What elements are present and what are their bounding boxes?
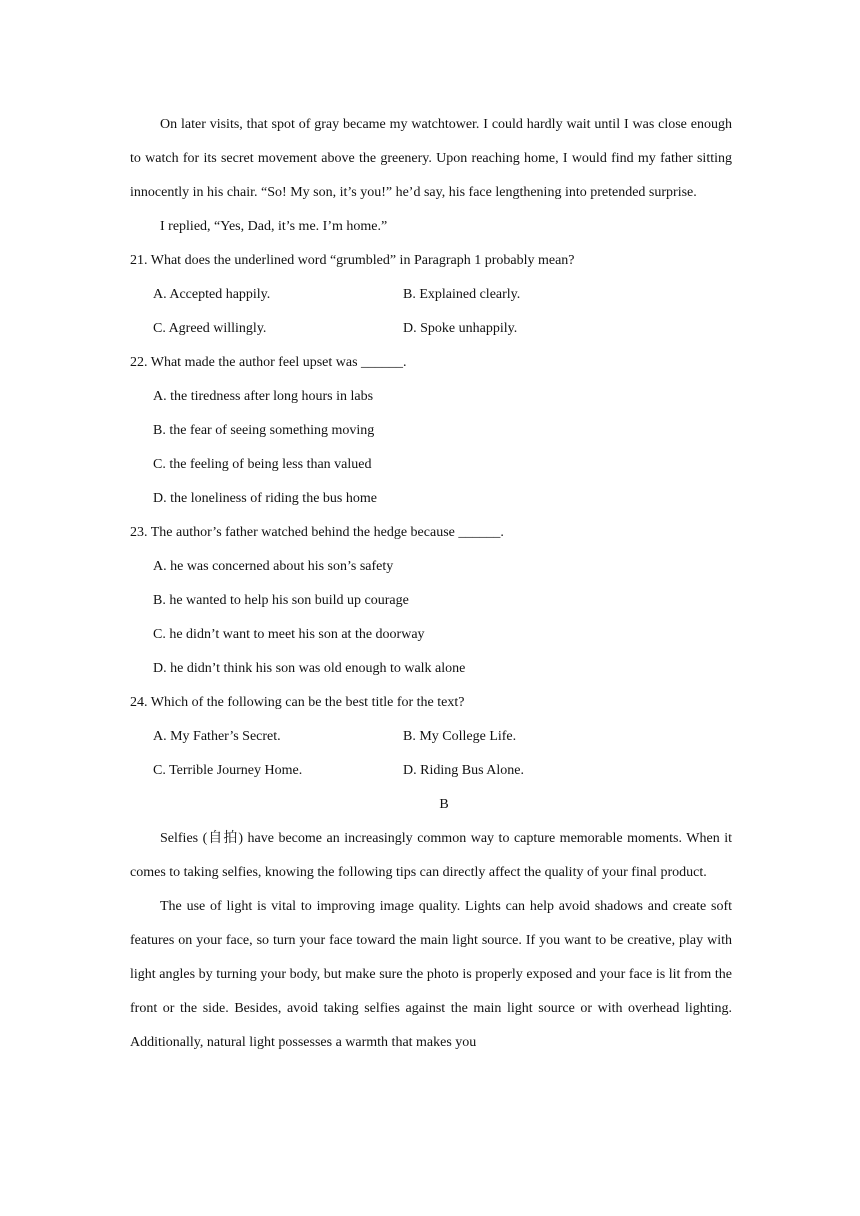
option: D. he didn’t think his son was old enough to walk alone [153,661,466,676]
option: B. the fear of seeing something moving [153,423,375,438]
question-stem: 21. What does the underlined word “grumbled” in Paragraph 1 probably mean? [130,253,575,268]
option: C. Agreed willingly. [153,321,267,336]
option: C. he didn’t want to meet his son at the doorway [153,627,425,642]
passage-paragraph: I replied, “Yes, Dad, it’s me. I’m home.” [160,219,388,234]
question-stem: 23. The author’s father watched behind the hedge because ______. [130,525,504,540]
passage-paragraph: On later visits, that spot of gray became my watchtower. I could hardly wait until I was close enough to watch for its secret movement above the greenery. Upon reaching home, I would find my father sitting innocently in his chair. “So! My son, it’s you!” he’d say, his face lengthening into pretended surprise. [130,117,732,200]
question-stem: 22. What made the author feel upset was ______. [130,355,407,370]
passage-paragraph: The use of light is vital to improving image quality. Lights can help avoid shadows and create soft features on your face, so turn your face toward the main light source. If you want to be creative, play with light angles by turning your body, but make sure the photo is properly exposed and your face is lit from the front or the side. Besides, avoid taking selfies against the main light source or with overhead lighting. Additionally, natural light possesses a warmth that makes you [130,899,732,1050]
option-row [130,720,732,754]
option-row [130,754,732,788]
option: B. My College Life. [403,729,517,744]
section-heading: B [439,797,449,812]
passage-paragraph: Selfies (自拍) have become an increasingly common way to capture memorable moments. When it comes to taking selfies, knowing the following tips can directly affect the quality of your final product. [130,831,732,880]
option: D. the loneliness of riding the bus home [153,491,377,506]
option-row [130,278,732,312]
option-row [130,312,732,346]
option: A. the tiredness after long hours in labs [153,389,374,404]
option: B. he wanted to help his son build up courage [153,593,409,608]
option: B. Explained clearly. [403,287,521,302]
option: A. he was concerned about his son’s safety [153,559,394,574]
option: D. Spoke unhappily. [403,321,518,336]
option: D. Riding Bus Alone. [403,763,524,778]
option: C. Terrible Journey Home. [153,763,303,778]
option: A. Accepted happily. [153,287,271,302]
option: A. My Father’s Secret. [153,729,281,744]
question-stem: 24. Which of the following can be the best title for the text? [130,695,465,710]
document-page [130,108,732,1060]
option: C. the feeling of being less than valued [153,457,372,472]
